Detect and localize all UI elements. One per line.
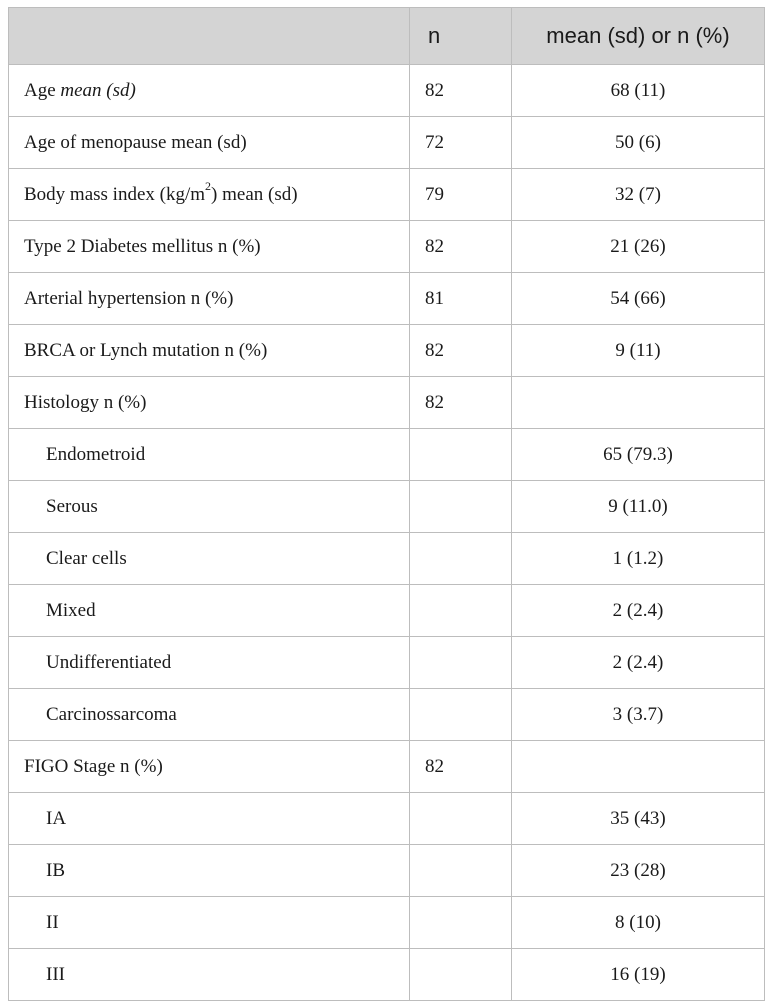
row-label: II [9,897,410,949]
row-n: 72 [410,117,512,169]
row-n: 82 [410,377,512,429]
row-value: 2 (2.4) [512,637,765,689]
row-value: 65 (79.3) [512,429,765,481]
row-n [410,481,512,533]
table-row [9,793,765,845]
table-row [9,845,765,897]
table-container [8,7,765,1001]
row-label: Endometroid [9,429,410,481]
row-n: 79 [410,169,512,221]
table-row [9,585,765,637]
row-value: 9 (11) [512,325,765,377]
table-row [9,897,765,949]
row-n [410,637,512,689]
table-row [9,533,765,585]
row-label: Age of menopause mean (sd) [9,117,410,169]
table-row [9,689,765,741]
row-label: Carcinossarcoma [9,689,410,741]
row-value [512,741,765,793]
header-value: mean (sd) or n (%) [512,8,765,65]
row-value: 16 (19) [512,949,765,1001]
row-value: 3 (3.7) [512,689,765,741]
table-row [9,117,765,169]
row-label: FIGO Stage n (%) [9,741,410,793]
row-value: 68 (11) [512,65,765,117]
row-value: 23 (28) [512,845,765,897]
table-row [9,65,765,117]
row-label: III [9,949,410,1001]
row-n [410,897,512,949]
header-label [9,8,410,65]
header-row [9,8,765,65]
row-n: 82 [410,741,512,793]
row-value: 32 (7) [512,169,765,221]
row-value: 35 (43) [512,793,765,845]
row-value: 1 (1.2) [512,533,765,585]
row-n [410,689,512,741]
row-label: BRCA or Lynch mutation n (%) [9,325,410,377]
row-label: Arterial hypertension n (%) [9,273,410,325]
row-label: IA [9,793,410,845]
table-row [9,481,765,533]
row-label: IB [9,845,410,897]
row-n: 82 [410,65,512,117]
row-n [410,585,512,637]
table-row [9,949,765,1001]
row-value: 21 (26) [512,221,765,273]
row-n: 81 [410,273,512,325]
row-n: 82 [410,221,512,273]
row-n [410,845,512,897]
row-label: Body mass index $(kg/m^2)$ mean (sd) [9,169,410,221]
row-label: Age mean (sd) [9,65,410,117]
row-label: Type 2 Diabetes mellitus n (%) [9,221,410,273]
header-n: n [410,8,512,65]
row-n: 82 [410,325,512,377]
table-row [9,741,765,793]
row-value: 54 (66) [512,273,765,325]
row-label: Serous [9,481,410,533]
row-value: 50 (6) [512,117,765,169]
row-value [512,377,765,429]
row-n [410,533,512,585]
row-n [410,949,512,1001]
row-label: Histology n (%) [9,377,410,429]
table-row [9,169,765,221]
table-row [9,429,765,481]
row-value: 9 (11.0) [512,481,765,533]
row-value: 8 (10) [512,897,765,949]
table-row [9,377,765,429]
row-label: Mixed [9,585,410,637]
characteristics-table [8,7,765,1001]
row-n [410,793,512,845]
table-row [9,637,765,689]
row-label: Undifferentiated [9,637,410,689]
row-n [410,429,512,481]
table-row [9,221,765,273]
table-row [9,273,765,325]
row-value: 2 (2.4) [512,585,765,637]
row-label: Clear cells [9,533,410,585]
table-row [9,325,765,377]
